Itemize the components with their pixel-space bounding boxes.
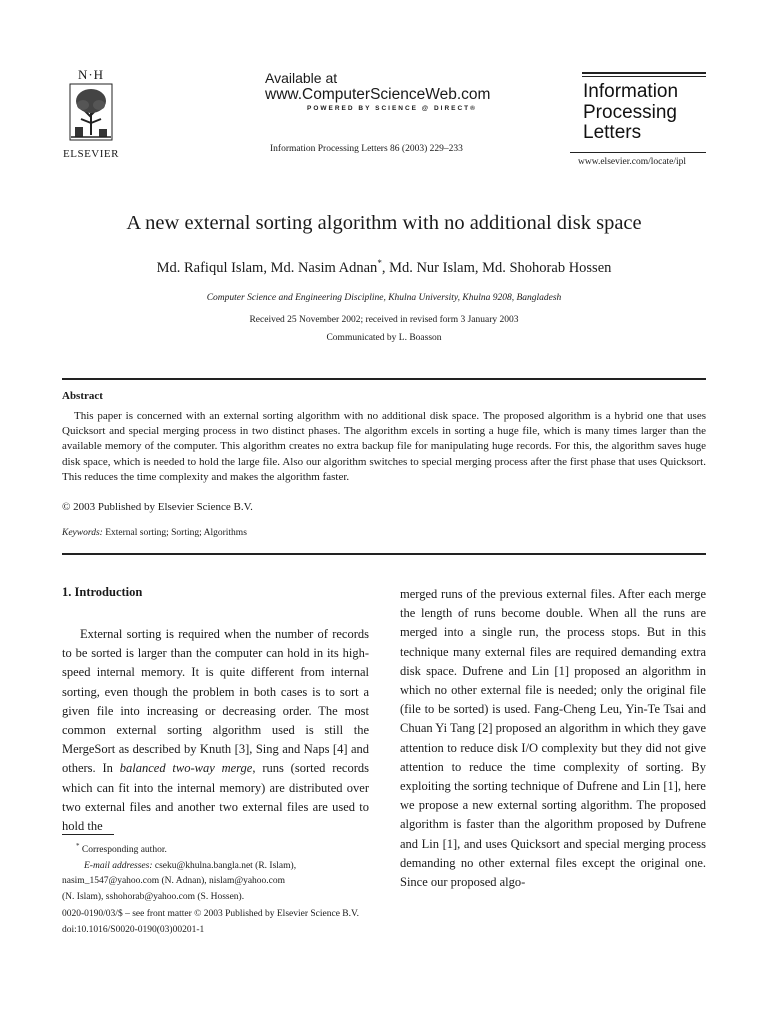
abstract-paragraph: This paper is concerned with an external sorting algorithm with no additional disk space. The proposed algorithm is a hybrid one that uses Quicksort and special merging process in two distinct phases. The algorithm excels in sorting a huge file, which is many times larger than the available memory of the computer. This algorithm creates no extra backup file for manipulating huge records. For this, the algorithm saves huge disk space, which is needed to hold the large file. Also our algorithm switches to special merging process after the first phase that uses Quicksort. This reduces the time complexity and makes the algorithm faster. xyxy=(62,410,706,483)
communicated-by: Communicated by L. Boasson xyxy=(326,333,442,343)
abstract-heading: Abstract xyxy=(62,390,103,402)
affiliation: Computer Science and Engineering Discipline, Khulna University, Khulna 9208, Bangladesh xyxy=(206,293,562,303)
journal-title-line: Information xyxy=(583,81,679,102)
abstract-text xyxy=(62,409,706,485)
journal-title-rule xyxy=(582,72,706,74)
article-authors xyxy=(0,258,768,277)
abstract-bottom-rule xyxy=(62,553,706,555)
powered-by-label: POWERED BY SCIENCE @ DIRECT® xyxy=(307,105,477,112)
page-footer xyxy=(62,907,359,938)
availability-banner xyxy=(265,70,490,112)
authors-text: , Md. Nur Islam, Md. Shohorab Hossen xyxy=(381,259,612,276)
footnote xyxy=(62,839,362,905)
elsevier-tree-icon xyxy=(69,83,113,141)
footnote-emails xyxy=(62,859,362,875)
received-dates: Received 25 November 2002; received in revised form 3 January 2003 xyxy=(249,315,519,325)
left-column-text xyxy=(62,625,369,836)
authors-text: Md. Rafiqul Islam, Md. Nasim Adnan xyxy=(156,259,378,276)
journal-title-line: Processing xyxy=(583,101,677,123)
footnote-star: * xyxy=(76,842,80,850)
article-title: A new external sorting algorithm with no additional disk space xyxy=(126,212,642,234)
issn-line: 0020-0190/03/$ – see front matter © 2003 Published by Elsevier Science B.V. xyxy=(62,909,360,919)
keywords-list: External sorting; Sorting; Algorithms xyxy=(102,528,247,538)
email-text: (N. Islam), sshohorab@yahoo.com (S. Hossen). xyxy=(62,891,245,902)
body-paragraph: , runs (sorted records which can fit into the internal memory) are distributed over two external files and another two external files are used to hold the xyxy=(62,761,369,834)
journal-citation: Information Processing Letters 86 (2003) 229–233 xyxy=(270,144,463,154)
abstract-top-rule xyxy=(62,378,706,380)
doi-line[interactable]: doi:10.1016/S0020-0190(03)00201-1 xyxy=(62,924,205,935)
emphasis-term: balanced two-way merge xyxy=(119,761,253,776)
publisher-name: ELSEVIER xyxy=(63,148,119,160)
abstract-copyright: © 2003 Published by Elsevier Science B.V. xyxy=(62,501,253,513)
email-text: cseku@khulna.bangla.net (R. Islam), xyxy=(152,860,297,871)
journal-title-rule-thin xyxy=(582,76,706,77)
email-label: E-mail addresses: xyxy=(84,860,153,871)
available-at-label: Available at xyxy=(265,70,338,86)
journal-url[interactable]: www.elsevier.com/locate/ipl xyxy=(578,157,687,167)
corresponding-author-mark[interactable]: * xyxy=(377,258,382,268)
publisher-mark: N·H xyxy=(77,67,105,82)
footnote-corresponding xyxy=(62,839,362,859)
publisher-logo xyxy=(60,68,122,160)
footnote-rule xyxy=(62,834,114,835)
journal-title-line: Letters xyxy=(583,122,642,143)
website-link[interactable]: www.ComputerScienceWeb.com xyxy=(265,86,491,103)
email-text: nasim_1547@yahoo.com (N. Adnan), nislam@yahoo.com xyxy=(62,876,286,887)
right-column-text: merged runs of the previous external files. After each merge the length of runs become double. When all the runs are merged into a single run, the process stops. But in this technique many external files are required demanding extra disk space. Dufrene and Lin [1] proposed an algorithm in which no other external file is needed; only the original file (file to be sorted) is used. Fang-Cheng Leu, Yin-Te Tsai and Chuan Yi Tang [2] proposed an algorithm in which they gave attention to reduce disk I/O complexity but they did not give attention to reduce the time complexity of sorting. By exploiting the sorting technique of Dufrene and Lin [1], here we propose a new external sorting algorithm. The proposed algorithm is faster than the algorithm proposed by Dufrene and Lin [1], and uses Quicksort and special merging process demanding no other external files except the original one. Since our proposed algo- xyxy=(400,587,707,890)
footnote-text: Corresponding author. xyxy=(79,845,167,856)
keywords-label: Keywords: xyxy=(62,528,103,538)
journal-title xyxy=(583,82,723,144)
section-heading: 1. Introduction xyxy=(62,585,143,599)
journal-url-rule xyxy=(570,152,706,153)
body-paragraph: External sorting is required when the number of records to be sorted is larger than the computer can hold in its high-speed internal memory. It is quite different from internal sorting, even though the problem in both cases is to sort a given file into increasing or decreasing order. The most common external sorting algorithm used is still the MergeSort as described by Knuth [3], Sing and Naps [4] and others. In xyxy=(62,627,369,776)
keywords xyxy=(62,528,247,538)
